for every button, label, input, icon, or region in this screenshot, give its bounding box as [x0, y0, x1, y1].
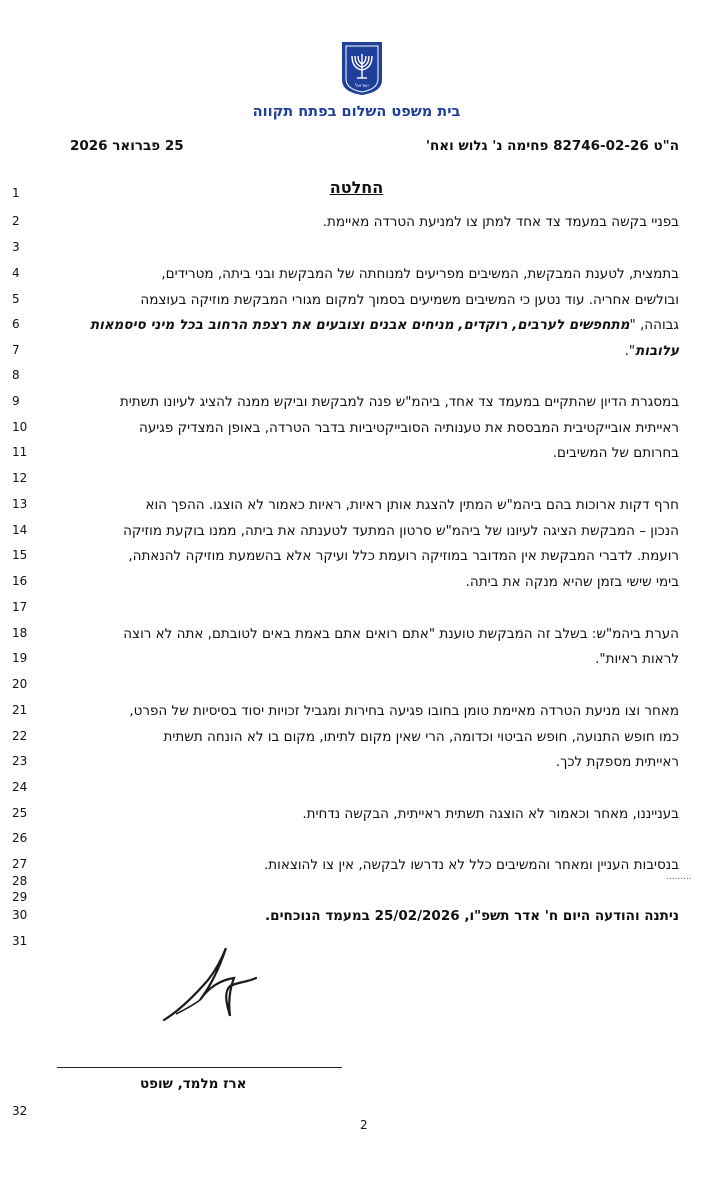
- line-text: כמו חופש התנועה, חופש הביטוי וכדומה, הרי שאין מקום לתיתו, מקום בו לא הונחה תשתית: [163, 729, 679, 745]
- line-number: 24: [12, 780, 28, 794]
- line-number: 5: [12, 292, 20, 306]
- line-text: לראות ראיות".: [595, 651, 679, 667]
- line-text: בחרותם של המשיבים.: [552, 445, 679, 461]
- quoted-emphasis: עלובות: [635, 343, 679, 359]
- text-line: [466, 574, 679, 590]
- text-line: [302, 806, 679, 822]
- line-number: 22: [12, 729, 28, 743]
- line-number: 31: [12, 934, 28, 948]
- line-number: 14: [12, 523, 28, 537]
- line-number: 1: [12, 186, 20, 200]
- line-number: 12: [12, 471, 28, 485]
- line-number: 7: [12, 343, 20, 357]
- text-line: [265, 908, 679, 924]
- line-text: בימי שישי בזמן שהיא מנקה את ביתה.: [465, 574, 679, 590]
- line-number: 16: [12, 574, 28, 588]
- text-line: [128, 548, 679, 564]
- margin-mark: .........: [666, 872, 692, 882]
- document-title: החלטה: [329, 178, 384, 197]
- text-line: [123, 626, 679, 642]
- line-number: 11: [12, 445, 28, 459]
- text-line: [139, 420, 679, 436]
- line-text: גבוהה, ": [629, 317, 679, 333]
- line-number: 30: [12, 908, 28, 922]
- text-line: [556, 754, 679, 770]
- text-line: [161, 266, 679, 282]
- emblem-inscription: ישראל: [355, 83, 369, 89]
- line-number: 6: [12, 317, 20, 331]
- line-text: במסגרת הדיון שהתקיים במעמד צד אחד, ביהמ"ש פנה למבקשת וביקש ממנה להציג לעיונו תשתית: [119, 394, 679, 410]
- line-text: בנסיבות העניין ומאחר והמשיבים כלל לא נדרשו לבקשה, אין צו להוצאות.: [264, 857, 679, 873]
- line-text: ראייתית מספקת לכך.: [555, 754, 679, 770]
- line-text: רועמת. לדברי המבקשת אין המדובר במוזיקה רועמת כלל ועיקר אלא בהשמעת מוזיקה להנאתה,: [128, 548, 679, 564]
- line-text: הנכון – המבקשת הציגה לעיונו של ביהמ"ש סרטון המתעד לטענתה את ביתה, ממנו בוקעת מוזיקה: [123, 523, 679, 539]
- text-line: [90, 317, 679, 333]
- line-text: בפניי בקשה במעמד צד אחד למתן צו למניעת הטרדה מאיימת.: [322, 214, 679, 230]
- text-line: [140, 292, 679, 308]
- line-text: ובולשים אחריה. עוד נטען כי המשיבים משמיעים בסמוך למקום מגורי המבקשת מוזיקה בעוצמה: [140, 292, 679, 308]
- text-line: [120, 394, 679, 410]
- court-name: בית משפט השלום בפתח תקווה: [252, 104, 461, 120]
- line-number: 20: [12, 677, 28, 691]
- state-emblem-icon: [340, 40, 384, 96]
- line-number: 21: [12, 703, 28, 717]
- line-number: 18: [12, 626, 28, 640]
- line-number: 10: [12, 420, 28, 434]
- line-number: 27: [12, 857, 28, 871]
- judge-name: ארז מלמד, שופט: [140, 1076, 247, 1092]
- line-number: 4: [12, 266, 20, 280]
- line-number: 17: [12, 600, 28, 614]
- text-line: [323, 214, 679, 230]
- line-number: 29: [12, 890, 28, 904]
- line-number: 8: [12, 368, 20, 382]
- line-text: ראייתית אובייקטיבית המבססת את טענותיה הסובייקטיביות בדבר הטרדה, באופן המצדיק פגיעה: [139, 420, 679, 436]
- line-number: 3: [12, 240, 20, 254]
- line-number: 23: [12, 754, 28, 768]
- judge-signature: [150, 940, 260, 1030]
- line-text: ניתנה והודעה היום ח' אדר תשפ"ו, 25/02/2026 במעמד הנוכחים.: [265, 908, 679, 924]
- case-reference: ה"ט 82746-02-26 פחימה נ' גלוש ואח': [425, 138, 679, 154]
- line-text: הערת ביהמ"ש: בשלב זה המבקשת טוענת "אתם רואים אתם באמת באים לטובתם, אתה לא רוצה: [123, 626, 679, 642]
- text-line: [553, 445, 679, 461]
- text-line: [595, 651, 679, 667]
- line-text: בתמצית, לטענת המבקשת, המשיבים מפריעים למנוחתה של המבקשת ובני ביתה, מטרידים,: [161, 266, 679, 282]
- text-line: [164, 729, 679, 745]
- text-line: [123, 523, 679, 539]
- line-number: 32: [12, 1104, 28, 1118]
- text-line: [625, 343, 679, 359]
- line-text: בענייננו, מאחר וכאמור לא הוצגה תשתית ראייתית, הבקשה נדחית.: [302, 806, 679, 822]
- quoted-emphasis: מתחפשים לערבים, רוקדים, מניחים אבנים וצובעים את רצפת הרחוב בכל מיני סיסמאות: [89, 317, 630, 333]
- page-number: 2: [360, 1118, 368, 1132]
- text-line: [145, 497, 679, 513]
- line-number: 15: [12, 548, 28, 562]
- line-text: מאחר וצו מניעת הטרדה מאיימת טומן בחובו פגיעה בחירות ומגביל זכויות יסוד בסיסיות של הפרט,: [129, 703, 679, 719]
- text-line: [264, 857, 679, 873]
- line-number: 2: [12, 214, 20, 228]
- line-text: ".: [624, 343, 636, 359]
- signature-line: [57, 1067, 342, 1068]
- decision-date: 25 פברואר 2026: [70, 138, 184, 154]
- line-number: 26: [12, 831, 28, 845]
- line-number: 28: [12, 874, 28, 888]
- line-number: 19: [12, 651, 28, 665]
- line-number: 13: [12, 497, 28, 511]
- text-line: [129, 703, 679, 719]
- line-number: 25: [12, 806, 28, 820]
- line-number: 9: [12, 394, 20, 408]
- line-text: חרף דקות ארוכות בהם ביהמ"ש המתין להצגת אותן ראיות, ראיות כאמור לא הוצגו. ההפך הוא: [145, 497, 679, 513]
